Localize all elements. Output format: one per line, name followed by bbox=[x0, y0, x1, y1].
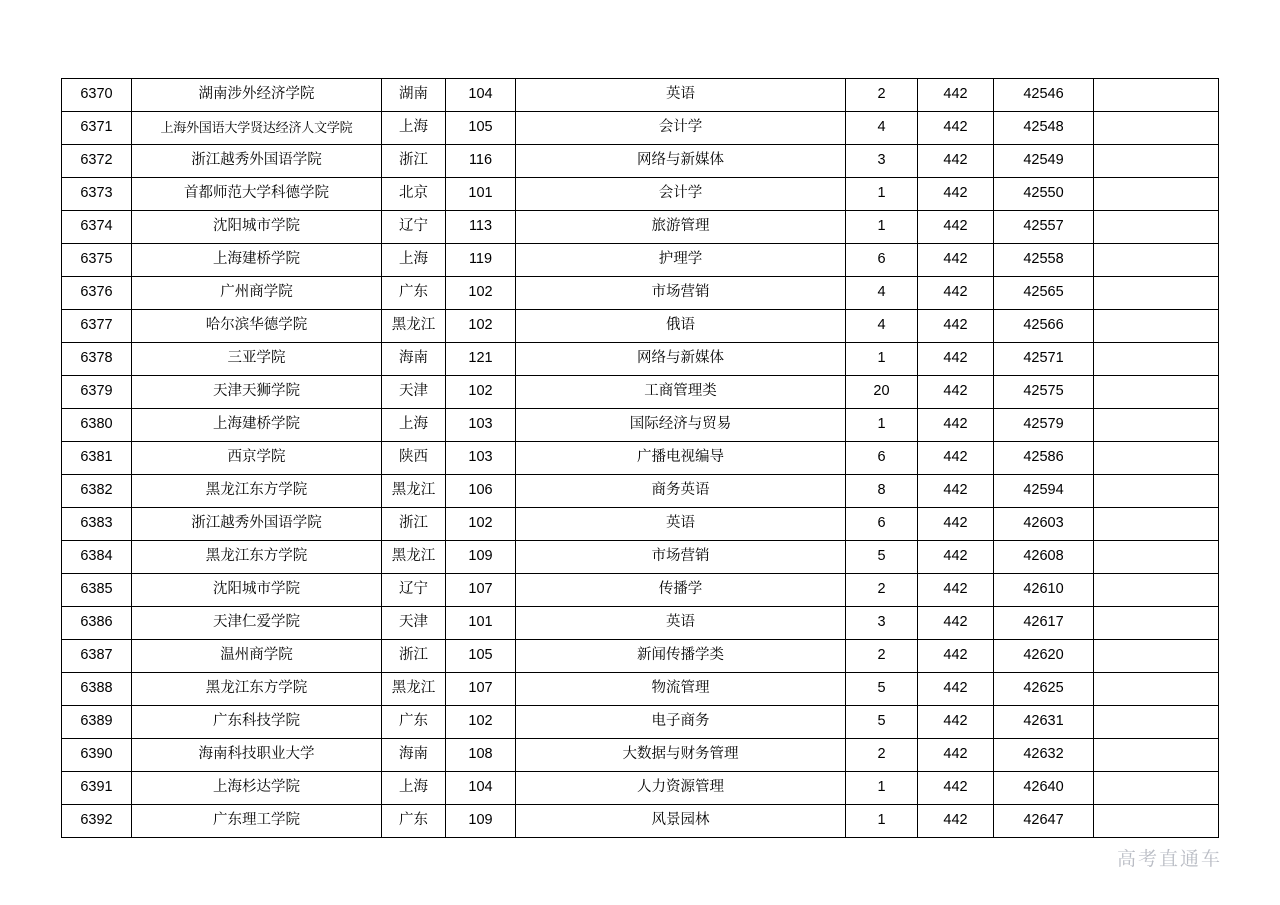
cell-rank: 42594 bbox=[994, 475, 1094, 508]
cell-rank: 42575 bbox=[994, 376, 1094, 409]
cell-major-name: 传播学 bbox=[516, 574, 846, 607]
cell-note bbox=[1094, 310, 1219, 343]
cell-major-code: 102 bbox=[446, 376, 516, 409]
cell-score: 442 bbox=[918, 211, 994, 244]
cell-major-name: 人力资源管理 bbox=[516, 772, 846, 805]
cell-province: 浙江 bbox=[382, 640, 446, 673]
cell-rank: 42632 bbox=[994, 739, 1094, 772]
cell-major-code: 101 bbox=[446, 607, 516, 640]
table-row bbox=[62, 607, 1219, 640]
cell-score: 442 bbox=[918, 79, 994, 112]
cell-note bbox=[1094, 112, 1219, 145]
cell-id: 6373 bbox=[62, 178, 132, 211]
cell-plan-count: 1 bbox=[846, 805, 918, 838]
cell-province: 辽宁 bbox=[382, 574, 446, 607]
cell-note bbox=[1094, 244, 1219, 277]
cell-major-code: 104 bbox=[446, 772, 516, 805]
cell-note bbox=[1094, 541, 1219, 574]
cell-note bbox=[1094, 277, 1219, 310]
cell-note bbox=[1094, 79, 1219, 112]
cell-id: 6389 bbox=[62, 706, 132, 739]
cell-note bbox=[1094, 343, 1219, 376]
cell-rank: 42625 bbox=[994, 673, 1094, 706]
cell-note bbox=[1094, 574, 1219, 607]
cell-school: 沈阳城市学院 bbox=[132, 211, 382, 244]
cell-major-code: 105 bbox=[446, 112, 516, 145]
cell-rank: 42565 bbox=[994, 277, 1094, 310]
cell-major-name: 会计学 bbox=[516, 112, 846, 145]
cell-school: 广州商学院 bbox=[132, 277, 382, 310]
cell-id: 6384 bbox=[62, 541, 132, 574]
cell-school: 海南科技职业大学 bbox=[132, 739, 382, 772]
cell-plan-count: 20 bbox=[846, 376, 918, 409]
cell-score: 442 bbox=[918, 574, 994, 607]
cell-plan-count: 2 bbox=[846, 739, 918, 772]
table-row bbox=[62, 772, 1219, 805]
cell-note bbox=[1094, 706, 1219, 739]
cell-id: 6372 bbox=[62, 145, 132, 178]
cell-major-name: 网络与新媒体 bbox=[516, 343, 846, 376]
cell-score: 442 bbox=[918, 541, 994, 574]
cell-score: 442 bbox=[918, 178, 994, 211]
cell-major-name: 护理学 bbox=[516, 244, 846, 277]
cell-rank: 42617 bbox=[994, 607, 1094, 640]
cell-province: 湖南 bbox=[382, 79, 446, 112]
cell-note bbox=[1094, 772, 1219, 805]
cell-score: 442 bbox=[918, 772, 994, 805]
cell-school: 首都师范大学科德学院 bbox=[132, 178, 382, 211]
cell-rank: 42557 bbox=[994, 211, 1094, 244]
cell-school: 上海建桥学院 bbox=[132, 409, 382, 442]
cell-plan-count: 4 bbox=[846, 310, 918, 343]
cell-plan-count: 2 bbox=[846, 640, 918, 673]
cell-id: 6377 bbox=[62, 310, 132, 343]
cell-major-code: 103 bbox=[446, 442, 516, 475]
cell-id: 6390 bbox=[62, 739, 132, 772]
cell-score: 442 bbox=[918, 310, 994, 343]
cell-note bbox=[1094, 442, 1219, 475]
cell-plan-count: 2 bbox=[846, 574, 918, 607]
cell-rank: 42610 bbox=[994, 574, 1094, 607]
cell-plan-count: 1 bbox=[846, 211, 918, 244]
table-row bbox=[62, 409, 1219, 442]
cell-major-code: 101 bbox=[446, 178, 516, 211]
cell-province: 黑龙江 bbox=[382, 673, 446, 706]
cell-id: 6370 bbox=[62, 79, 132, 112]
cell-major-name: 市场营销 bbox=[516, 541, 846, 574]
cell-province: 广东 bbox=[382, 277, 446, 310]
cell-plan-count: 1 bbox=[846, 772, 918, 805]
cell-major-name: 新闻传播学类 bbox=[516, 640, 846, 673]
cell-note bbox=[1094, 508, 1219, 541]
cell-score: 442 bbox=[918, 475, 994, 508]
table-row bbox=[62, 508, 1219, 541]
cell-major-code: 116 bbox=[446, 145, 516, 178]
cell-plan-count: 6 bbox=[846, 508, 918, 541]
cell-note bbox=[1094, 409, 1219, 442]
table-row bbox=[62, 640, 1219, 673]
cell-major-code: 107 bbox=[446, 673, 516, 706]
cell-rank: 42603 bbox=[994, 508, 1094, 541]
cell-major-code: 102 bbox=[446, 706, 516, 739]
cell-major-code: 108 bbox=[446, 739, 516, 772]
table-row bbox=[62, 541, 1219, 574]
cell-plan-count: 5 bbox=[846, 673, 918, 706]
cell-id: 6371 bbox=[62, 112, 132, 145]
cell-school: 黑龙江东方学院 bbox=[132, 673, 382, 706]
cell-plan-count: 5 bbox=[846, 706, 918, 739]
table-row bbox=[62, 178, 1219, 211]
cell-plan-count: 1 bbox=[846, 343, 918, 376]
cell-province: 浙江 bbox=[382, 145, 446, 178]
cell-rank: 42571 bbox=[994, 343, 1094, 376]
cell-major-code: 105 bbox=[446, 640, 516, 673]
cell-rank: 42549 bbox=[994, 145, 1094, 178]
table-row bbox=[62, 673, 1219, 706]
cell-school: 三亚学院 bbox=[132, 343, 382, 376]
cell-major-code: 102 bbox=[446, 310, 516, 343]
cell-note bbox=[1094, 739, 1219, 772]
cell-rank: 42579 bbox=[994, 409, 1094, 442]
cell-major-name: 大数据与财务管理 bbox=[516, 739, 846, 772]
cell-school: 黑龙江东方学院 bbox=[132, 475, 382, 508]
cell-major-code: 106 bbox=[446, 475, 516, 508]
cell-id: 6388 bbox=[62, 673, 132, 706]
cell-province: 浙江 bbox=[382, 508, 446, 541]
cell-id: 6379 bbox=[62, 376, 132, 409]
cell-note bbox=[1094, 673, 1219, 706]
cell-note bbox=[1094, 475, 1219, 508]
table-row bbox=[62, 112, 1219, 145]
table-row bbox=[62, 310, 1219, 343]
cell-province: 海南 bbox=[382, 343, 446, 376]
cell-province: 黑龙江 bbox=[382, 475, 446, 508]
cell-plan-count: 5 bbox=[846, 541, 918, 574]
cell-rank: 42558 bbox=[994, 244, 1094, 277]
cell-school: 上海杉达学院 bbox=[132, 772, 382, 805]
cell-major-name: 会计学 bbox=[516, 178, 846, 211]
cell-rank: 42546 bbox=[994, 79, 1094, 112]
cell-plan-count: 1 bbox=[846, 178, 918, 211]
cell-score: 442 bbox=[918, 145, 994, 178]
cell-major-name: 英语 bbox=[516, 607, 846, 640]
cell-rank: 42640 bbox=[994, 772, 1094, 805]
cell-plan-count: 6 bbox=[846, 442, 918, 475]
cell-id: 6381 bbox=[62, 442, 132, 475]
cell-plan-count: 2 bbox=[846, 79, 918, 112]
cell-id: 6378 bbox=[62, 343, 132, 376]
cell-major-name: 国际经济与贸易 bbox=[516, 409, 846, 442]
cell-rank: 42608 bbox=[994, 541, 1094, 574]
cell-score: 442 bbox=[918, 376, 994, 409]
cell-rank: 42631 bbox=[994, 706, 1094, 739]
cell-major-name: 俄语 bbox=[516, 310, 846, 343]
cell-plan-count: 3 bbox=[846, 607, 918, 640]
cell-note bbox=[1094, 178, 1219, 211]
cell-major-code: 109 bbox=[446, 805, 516, 838]
cell-score: 442 bbox=[918, 706, 994, 739]
cell-school: 浙江越秀外国语学院 bbox=[132, 508, 382, 541]
cell-score: 442 bbox=[918, 805, 994, 838]
cell-major-code: 102 bbox=[446, 277, 516, 310]
cell-school: 哈尔滨华德学院 bbox=[132, 310, 382, 343]
cell-plan-count: 1 bbox=[846, 409, 918, 442]
table-row bbox=[62, 574, 1219, 607]
table-row bbox=[62, 211, 1219, 244]
cell-school: 浙江越秀外国语学院 bbox=[132, 145, 382, 178]
cell-province: 天津 bbox=[382, 376, 446, 409]
admission-score-table bbox=[61, 78, 1219, 838]
cell-plan-count: 6 bbox=[846, 244, 918, 277]
cell-id: 6375 bbox=[62, 244, 132, 277]
cell-major-name: 电子商务 bbox=[516, 706, 846, 739]
cell-province: 上海 bbox=[382, 244, 446, 277]
cell-province: 广东 bbox=[382, 805, 446, 838]
cell-plan-count: 8 bbox=[846, 475, 918, 508]
cell-school: 沈阳城市学院 bbox=[132, 574, 382, 607]
cell-province: 陕西 bbox=[382, 442, 446, 475]
cell-major-code: 102 bbox=[446, 508, 516, 541]
cell-rank: 42620 bbox=[994, 640, 1094, 673]
cell-note bbox=[1094, 376, 1219, 409]
cell-id: 6391 bbox=[62, 772, 132, 805]
cell-major-name: 风景园林 bbox=[516, 805, 846, 838]
cell-score: 442 bbox=[918, 277, 994, 310]
cell-school: 上海外国语大学贤达经济人文学院 bbox=[132, 112, 382, 145]
cell-major-name: 广播电视编导 bbox=[516, 442, 846, 475]
cell-score: 442 bbox=[918, 409, 994, 442]
table-row bbox=[62, 79, 1219, 112]
cell-province: 海南 bbox=[382, 739, 446, 772]
cell-major-name: 英语 bbox=[516, 79, 846, 112]
cell-id: 6392 bbox=[62, 805, 132, 838]
cell-school: 黑龙江东方学院 bbox=[132, 541, 382, 574]
table-row bbox=[62, 145, 1219, 178]
cell-score: 442 bbox=[918, 739, 994, 772]
cell-score: 442 bbox=[918, 673, 994, 706]
cell-school: 广东科技学院 bbox=[132, 706, 382, 739]
cell-province: 北京 bbox=[382, 178, 446, 211]
cell-major-name: 商务英语 bbox=[516, 475, 846, 508]
table-row bbox=[62, 244, 1219, 277]
table-body bbox=[62, 79, 1219, 838]
cell-major-code: 103 bbox=[446, 409, 516, 442]
cell-rank: 42566 bbox=[994, 310, 1094, 343]
cell-rank: 42548 bbox=[994, 112, 1094, 145]
cell-score: 442 bbox=[918, 343, 994, 376]
cell-province: 上海 bbox=[382, 112, 446, 145]
cell-score: 442 bbox=[918, 640, 994, 673]
cell-id: 6382 bbox=[62, 475, 132, 508]
cell-school: 温州商学院 bbox=[132, 640, 382, 673]
cell-province: 广东 bbox=[382, 706, 446, 739]
cell-major-code: 121 bbox=[446, 343, 516, 376]
cell-score: 442 bbox=[918, 442, 994, 475]
table-row bbox=[62, 706, 1219, 739]
table-row bbox=[62, 277, 1219, 310]
cell-major-code: 113 bbox=[446, 211, 516, 244]
cell-plan-count: 4 bbox=[846, 112, 918, 145]
cell-school: 上海建桥学院 bbox=[132, 244, 382, 277]
table-row bbox=[62, 739, 1219, 772]
cell-province: 上海 bbox=[382, 409, 446, 442]
cell-major-code: 119 bbox=[446, 244, 516, 277]
cell-rank: 42586 bbox=[994, 442, 1094, 475]
cell-id: 6380 bbox=[62, 409, 132, 442]
cell-id: 6376 bbox=[62, 277, 132, 310]
cell-id: 6387 bbox=[62, 640, 132, 673]
cell-major-name: 旅游管理 bbox=[516, 211, 846, 244]
cell-plan-count: 3 bbox=[846, 145, 918, 178]
cell-rank: 42647 bbox=[994, 805, 1094, 838]
cell-major-name: 网络与新媒体 bbox=[516, 145, 846, 178]
cell-id: 6383 bbox=[62, 508, 132, 541]
cell-school: 天津天狮学院 bbox=[132, 376, 382, 409]
cell-major-name: 市场营销 bbox=[516, 277, 846, 310]
watermark: 高考直通车 bbox=[1116, 849, 1222, 870]
cell-province: 上海 bbox=[382, 772, 446, 805]
cell-province: 辽宁 bbox=[382, 211, 446, 244]
cell-id: 6386 bbox=[62, 607, 132, 640]
cell-major-code: 107 bbox=[446, 574, 516, 607]
cell-score: 442 bbox=[918, 112, 994, 145]
cell-id: 6374 bbox=[62, 211, 132, 244]
cell-note bbox=[1094, 640, 1219, 673]
cell-school: 西京学院 bbox=[132, 442, 382, 475]
cell-school: 广东理工学院 bbox=[132, 805, 382, 838]
cell-note bbox=[1094, 145, 1219, 178]
table-row bbox=[62, 442, 1219, 475]
table-row bbox=[62, 376, 1219, 409]
cell-note bbox=[1094, 607, 1219, 640]
table-row bbox=[62, 343, 1219, 376]
cell-score: 442 bbox=[918, 508, 994, 541]
cell-major-name: 工商管理类 bbox=[516, 376, 846, 409]
cell-score: 442 bbox=[918, 244, 994, 277]
cell-plan-count: 4 bbox=[846, 277, 918, 310]
cell-school: 天津仁爱学院 bbox=[132, 607, 382, 640]
cell-school: 湖南涉外经济学院 bbox=[132, 79, 382, 112]
table-row bbox=[62, 475, 1219, 508]
cell-id: 6385 bbox=[62, 574, 132, 607]
cell-major-name: 物流管理 bbox=[516, 673, 846, 706]
cell-rank: 42550 bbox=[994, 178, 1094, 211]
cell-note bbox=[1094, 211, 1219, 244]
cell-major-code: 104 bbox=[446, 79, 516, 112]
cell-score: 442 bbox=[918, 607, 994, 640]
cell-province: 黑龙江 bbox=[382, 541, 446, 574]
cell-major-code: 109 bbox=[446, 541, 516, 574]
cell-major-name: 英语 bbox=[516, 508, 846, 541]
table-row bbox=[62, 805, 1219, 838]
cell-province: 黑龙江 bbox=[382, 310, 446, 343]
cell-province: 天津 bbox=[382, 607, 446, 640]
cell-note bbox=[1094, 805, 1219, 838]
